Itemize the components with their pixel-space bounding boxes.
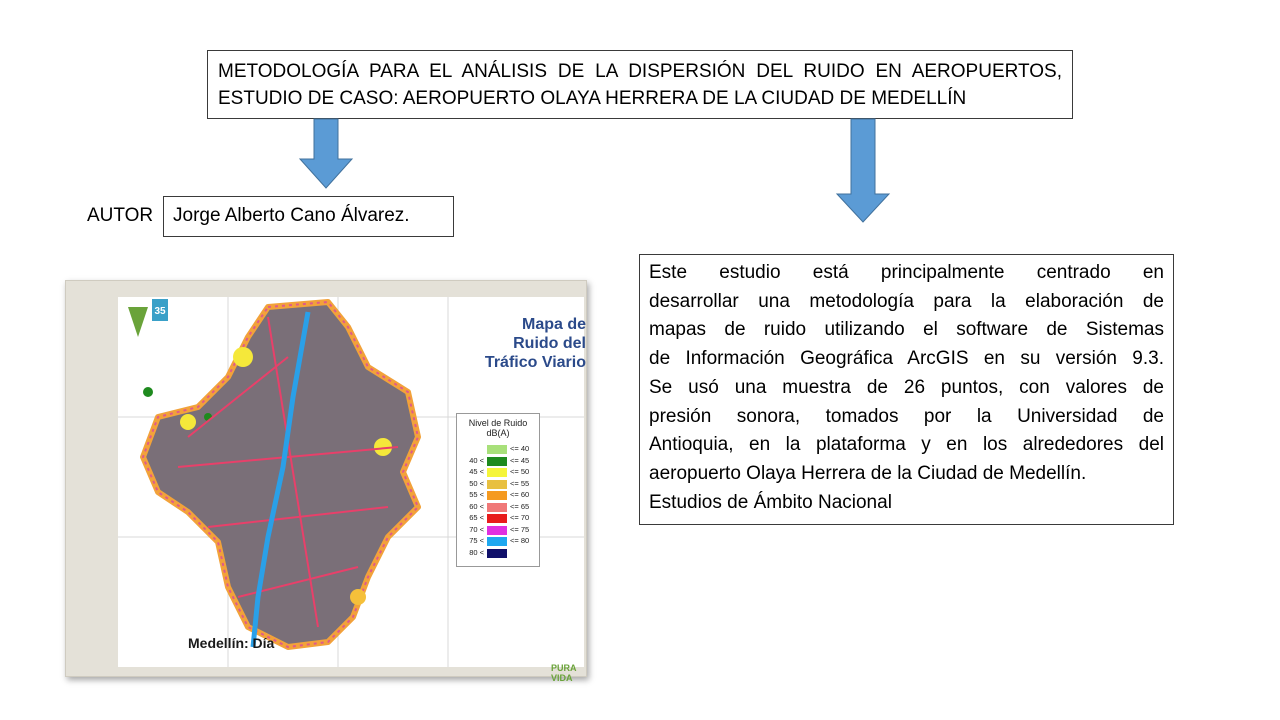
- summary-line: presión sonora, tomados por la Universidad de: [649, 405, 1164, 427]
- logo-badge: 35: [154, 306, 166, 317]
- map-legend: [456, 413, 540, 567]
- title-box: [207, 50, 1073, 119]
- legend-title-line: Nivel de Ruido: [468, 418, 528, 428]
- legend-row: [460, 479, 536, 490]
- legend-swatch: [487, 445, 507, 454]
- legend-title: [457, 414, 539, 438]
- legend-swatch: [487, 480, 507, 489]
- map-caption: Medellín: Día: [188, 635, 275, 651]
- legend-title-unit: dB(A): [486, 428, 510, 438]
- area-metropolitana-logo-icon: [118, 297, 168, 357]
- author-label: AUTOR: [87, 205, 154, 226]
- summary-line: Antioquia, en la plataforma y en los alrededores del: [649, 434, 1164, 456]
- legend-range-high: <= 60: [510, 490, 530, 499]
- legend-row: [460, 536, 536, 547]
- author-name: Jorge Alberto Cano Álvarez.: [173, 205, 410, 226]
- legend-range-high: <= 50: [510, 467, 530, 476]
- map-title: [436, 315, 586, 372]
- legend-range-low: 55 <: [469, 490, 484, 499]
- legend-row: [460, 513, 536, 524]
- legend-row: [460, 548, 536, 559]
- map-title-line: Mapa de: [521, 316, 586, 333]
- legend-swatch: [487, 514, 507, 523]
- legend-range-low: 75 <: [469, 536, 484, 545]
- summary-last-line: aeropuerto Olaya Herrera de la Ciudad de Medellín.: [649, 462, 1087, 484]
- noise-map-canvas: [118, 297, 586, 683]
- down-arrow-left-icon: [299, 119, 353, 189]
- legend-range-high: <= 75: [510, 524, 530, 534]
- summary-line: desarrollar una metodología para la elaboración de: [649, 290, 1164, 312]
- legend-range-low: 65 <: [469, 513, 484, 522]
- legend-range-low: 60 <: [469, 501, 484, 511]
- legend-row: [460, 502, 536, 513]
- legend-range-low: 80 <: [469, 547, 484, 557]
- title-line-2: ESTUDIO DE CASO: AEROPUERTO OLAYA HERRERA DE LA CIUDAD DE MEDELLÍN: [218, 88, 967, 109]
- legend-swatch: [487, 468, 507, 477]
- legend-range-high: <= 45: [510, 455, 530, 465]
- summary-line: mapas de ruido utilizando el software de Sistemas: [649, 319, 1164, 341]
- legend-range-high: <= 65: [510, 501, 530, 511]
- down-arrow-right-icon: [836, 119, 890, 223]
- legend-range-high: <= 55: [510, 478, 530, 488]
- summary-box: [639, 254, 1174, 525]
- legend-range-high: <= 40: [510, 444, 530, 453]
- legend-swatch: [487, 491, 507, 500]
- map-title-line: Ruido del: [513, 335, 586, 352]
- summary-footer: Estudios de Ámbito Nacional: [649, 491, 892, 513]
- summary-line: Este estudio está principalmente centrado en: [649, 262, 1164, 283]
- legend-range-low: 40 <: [469, 455, 484, 465]
- legend-row: [460, 444, 536, 455]
- legend-range-low: 45 <: [469, 467, 484, 476]
- legend-swatch: [487, 549, 507, 558]
- legend-swatch: [487, 503, 507, 512]
- legend-row: [460, 525, 536, 536]
- logo-text: PURA VIDA: [551, 663, 577, 683]
- legend-range-high: <= 70: [510, 513, 530, 522]
- legend-range-low: 70 <: [469, 524, 484, 534]
- legend-row: [460, 467, 536, 478]
- summary-line: de Información Geográfica ArcGIS en su versión 9.3.: [649, 348, 1164, 370]
- legend-range-high: <= 80: [510, 536, 530, 545]
- legend-row: [460, 456, 536, 467]
- legend-swatch: [487, 457, 507, 466]
- author-name-box: [163, 196, 454, 237]
- legend-row: [460, 490, 536, 501]
- legend-swatch: [487, 526, 507, 535]
- noise-map-image: [65, 280, 587, 683]
- map-title-line: Tráfico Viario: [484, 354, 586, 371]
- title-line-1: METODOLOGÍA PARA EL ANÁLISIS DE LA DISPERSIÓN DEL RUIDO EN AEROPUERTOS,: [218, 61, 1062, 82]
- summary-line: Se usó una muestra de 26 puntos, con valores de: [649, 376, 1164, 398]
- legend-range-low: 50 <: [469, 478, 484, 488]
- legend-swatch: [487, 537, 507, 546]
